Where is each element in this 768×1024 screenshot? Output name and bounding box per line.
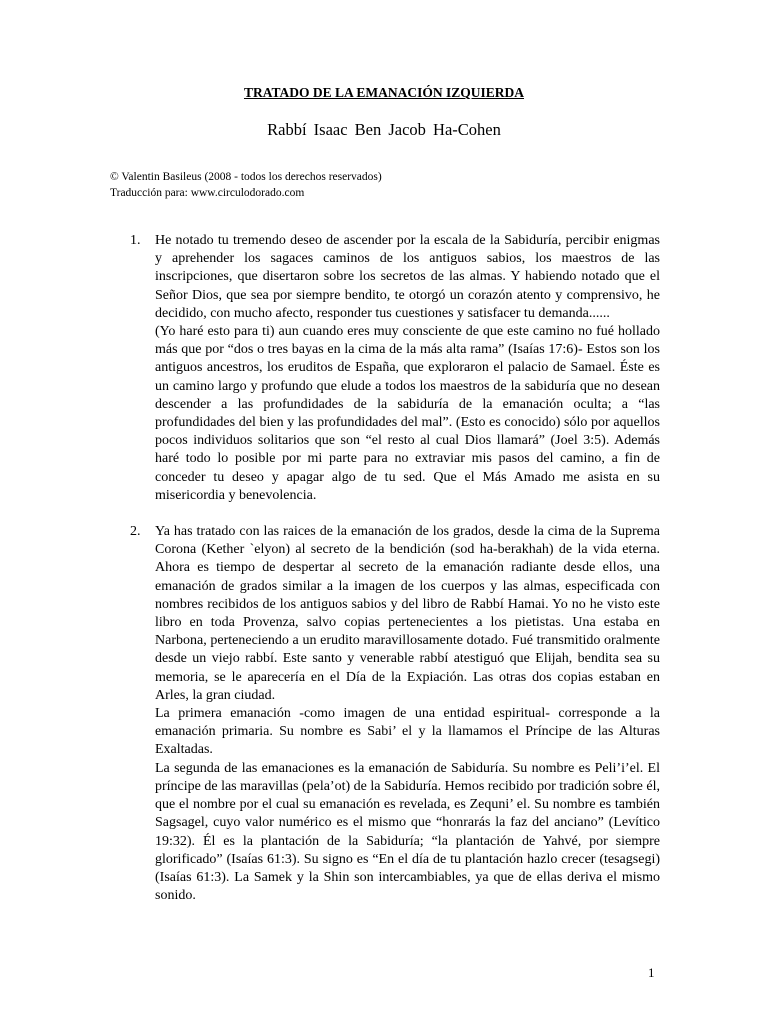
list-number: 1. [130, 233, 141, 248]
list-item-2 [110, 523, 660, 905]
translation-credit: Traducción para: www.circulodorado.com [110, 187, 305, 199]
list-number: 2. [130, 524, 141, 540]
document-title: TRATADO DE LA EMANACIÓN IZQUIERDA [243, 85, 525, 100]
paragraph: La segunda de las emanaciones es la emanación de Sabiduría. Su nombre es Peli’i’el. El príncipe de las maravillas (pela’ot) de la Sabiduría. Hemos recibido por tradición sobre él, que el nombre por el cual su emanación es revelada, es Zequni’ el. Su nombre es también Sagsagel, cuyo valor numérico es el mismo que “honrarás la faz del anciano” (Levítico 19:32). Él es la plantación de la Sabiduría; “la plantación de Yahvé, por siempre glorificado” (Isaías 61:3). Su signo es “En el día de tu plantación hazlo crecer (tesagsegi) (Isaías 61:3). La Samek y la Shin son intercambiables, ya que de ellas deriva el mismo sonido. [155, 760, 660, 904]
numbered-list [110, 232, 660, 923]
paragraph: (Yo haré esto para ti) aun cuando eres muy consciente de que este camino no fué hollado más que por “dos o tres bayas en la cima de la más alta rama” (Isaías 17:6)- Estos son los antiguos ancestros, los eruditos de España, que exploraron el palacio de Samael. Éste es un camino largo y profundo que elude a todos los maestros de la sabiduría que no desean descender a las profundidades de la sabiduría de la emanación oculta; a “las profundidades del bien y las profundidades del mal”. (Esto es conocido) sólo por aquellos pocos individuos solitarios que son “el resto al cual Dios llamará” (Joel 3:5). Además haré todo lo posible por mi parte para no extraviar mis pasos del camino, a fin de conceder tu deseo y apagar algo de tu sed. Que el Más Amado me asista en su misericordia y benevolencia. [155, 324, 660, 503]
paragraph: Ya has tratado con las raices de la emanación de los grados, desde la cima de la Suprema Corona (Kether `elyon) al secreto de la bendición (sod ha-berakhah) de la vida eterna. Ahora es tiempo de despertar al secreto de la emanación radiante desde ellos, una emanación de grados similar a la imagen de los cuerpos y las almas, especificada con nombres recibidos de los antiguos sabios y del libro de Rabbí Hamai. Yo no he visto este libro en toda Provenza, salvo copias pertenecientes a los pietistas. Una estaba en Narbona, perteneciendo a un erudito maravillosamente dotado. Fué transmitido oralmente desde un viejo rabbí. Este santo y venerable rabbí atestiguó que Elijah, bendita sea su memoria, se le aparecería en el Día de la Expiación. Las otras dos copias estaban en Arles, la gran ciudad. [155, 524, 660, 703]
paragraph: La primera emanación -como imagen de una entidad espiritual- corresponde a la emanación primaria. Su nombre es Sabi’ el y la llamamos el Príncipe de las Alturas Exaltadas. [155, 706, 660, 758]
list-item-1 [110, 232, 660, 505]
copyright-block [110, 169, 382, 201]
author-name: Rabbí Isaac Ben Jacob Ha-Cohen [267, 120, 501, 139]
copyright-line: © Valentin Basileus (2008 - todos los derechos reservados) [110, 171, 382, 183]
paragraph: He notado tu tremendo deseo de ascender por la escala de la Sabiduría, percibir enigmas y aprehender los sagaces caminos de los antiguos sabios, los maestros de las inscripciones, que disertaron sobre los secretos de las almas. Y habiendo notado que el Señor Dios, que sea por siempre bendito, te otorgó un corazón atento y comprensivo, he decidido, con mucho afecto, responder tus cuestiones y satisfacer tu demanda...... [155, 233, 660, 321]
page-number: 1 [648, 965, 655, 980]
